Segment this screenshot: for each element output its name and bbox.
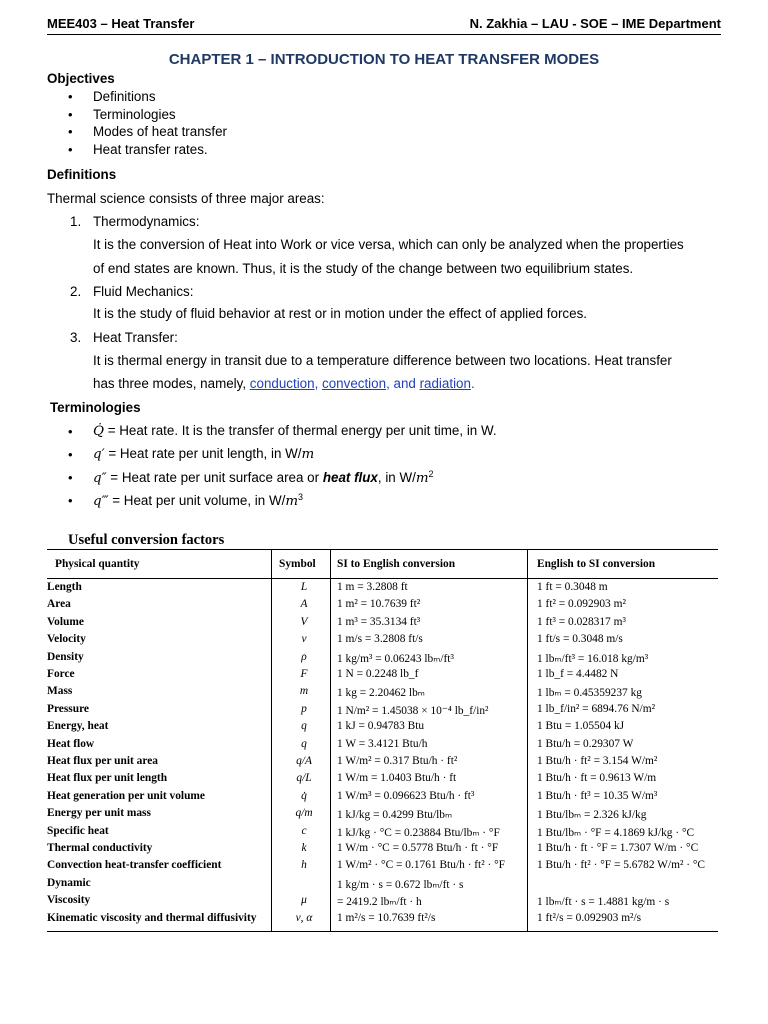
symbol-cell: q̇ [301, 789, 307, 802]
column-header: English to SI conversion [537, 558, 656, 570]
table-row [47, 807, 718, 824]
list-item: Definitions [93, 89, 156, 104]
separator: , [314, 376, 323, 391]
si-to-english-cell: 1 m³ = 35.3134 ft³ [337, 615, 421, 628]
symbol-cell: ρ [301, 650, 307, 663]
terminology-item [93, 446, 314, 462]
bullet-icon: • [68, 470, 73, 485]
bullet-icon: • [68, 493, 73, 508]
table-row [47, 825, 718, 842]
symbol-cell: q/L [296, 772, 312, 785]
symbol-cell: F [300, 668, 308, 680]
quantity-cell: Viscosity [47, 894, 91, 907]
table-row [47, 616, 718, 633]
symbol-cell: μ [301, 894, 307, 907]
conversion-title: Useful conversion factors [68, 532, 225, 548]
column-header: SI to English conversion [337, 558, 456, 570]
si-to-english-cell: 1 W/m · °C = 0.5778 Btu/h · ft · °F [337, 842, 499, 854]
english-to-si-cell: 1 lbₘ/ft³ = 16.018 kg/m³ [537, 652, 649, 665]
definitions-intro: Thermal science consists of three major areas: [47, 191, 325, 206]
convection-link[interactable]: convection [322, 376, 387, 391]
quantity-cell: Energy per unit mass [47, 807, 151, 820]
separator: , and [386, 376, 420, 391]
area-description: It is the study of fluid behavior at rest or in motion under the effect of applied forces. [93, 306, 587, 321]
quantity-cell: Convection heat-transfer coefficient [47, 859, 222, 872]
table-row [47, 598, 718, 615]
list-number: 2. [70, 284, 82, 299]
conversion-table [47, 549, 718, 932]
heat-volume-symbol: q‴ [93, 494, 109, 509]
quantity-cell: Area [47, 598, 71, 611]
heat-flux-symbol: q″ [93, 471, 107, 486]
terminology-item [93, 492, 303, 509]
definition-text: = Heat per unit volume, in W/ [108, 493, 286, 508]
list-item: Terminologies [93, 107, 176, 122]
symbol-cell: q/A [296, 755, 312, 767]
english-to-si-cell: 1 Btu/h · ft = 0.9613 W/m [537, 772, 657, 785]
si-to-english-cell: 1 W/m² = 0.317 Btu/h · ft² [337, 755, 458, 767]
quantity-cell: Specific heat [47, 824, 109, 837]
objectives-heading: Objectives [47, 71, 115, 86]
symbol-cell: k [301, 842, 307, 854]
table-row [47, 790, 718, 807]
column-header: Physical quantity [55, 558, 140, 570]
english-to-si-cell: 1 Btu/lbₘ · °F = 4.1869 kJ/kg · °C [537, 826, 695, 839]
definition-tail: , in W/ [377, 470, 416, 485]
symbol-cell: h [301, 859, 307, 872]
table-row [47, 720, 718, 737]
header-divider [47, 578, 718, 579]
si-to-english-cell: 1 m/s = 3.2808 ft/s [337, 633, 423, 646]
english-to-si-cell: 1 Btu/h = 0.29307 W [537, 737, 634, 750]
symbol-cell: q/m [295, 807, 313, 820]
quantity-cell: Heat flux per unit length [47, 772, 168, 785]
table-row [47, 668, 718, 685]
unit-power: 3 [298, 492, 304, 502]
bullet-icon: • [68, 124, 73, 139]
quantity-cell: Kinematic viscosity and thermal diffusivity [47, 911, 257, 924]
list-number: 1. [70, 214, 82, 229]
quantity-cell: Thermal conductivity [47, 842, 153, 854]
si-to-english-cell: 1 kg = 2.20462 lbₘ [337, 687, 425, 700]
english-to-si-cell: 1 Btu = 1.05504 kJ [537, 720, 625, 733]
si-to-english-cell: = 2419.2 lbₘ/ft · h [337, 896, 422, 909]
english-to-si-cell: 1 ft² = 0.092903 m² [537, 598, 626, 611]
conduction-link[interactable]: conduction [249, 376, 315, 391]
list-number: 3. [70, 330, 82, 345]
table-row [47, 842, 718, 859]
table-row [47, 859, 718, 876]
si-to-english-cell: 1 W/m² · °C = 0.1761 Btu/h · ft² · °F [337, 859, 506, 872]
symbol-cell: m [299, 685, 309, 698]
table-row [47, 772, 718, 789]
bullet-icon: • [68, 447, 73, 462]
si-to-english-cell: 1 m²/s = 10.7639 ft²/s [337, 911, 436, 924]
heat-transfer-modes-line [93, 376, 475, 391]
bullet-icon: • [68, 107, 73, 122]
terminologies-heading: Terminologies [50, 400, 141, 415]
english-to-si-cell: 1 Btu/h · ft³ = 10.35 W/m³ [537, 789, 658, 802]
quantity-cell: Length [47, 581, 82, 593]
radiation-link[interactable]: radiation [419, 376, 471, 391]
area-description: It is thermal energy in transit due to a temperature difference between two locations. Heat transfer [93, 353, 672, 368]
symbol-cell: V [300, 615, 308, 628]
area-name: Fluid Mechanics: [93, 284, 194, 299]
area-name: Heat Transfer: [93, 330, 178, 345]
table-row [47, 877, 718, 894]
chapter-title: CHAPTER 1 – INTRODUCTION TO HEAT TRANSFER MODES [168, 51, 600, 68]
english-to-si-cell: 1 Btu/h · ft · °F = 1.7307 W/m · °C [537, 842, 699, 854]
definition-text: = Heat rate per unit length, in W/ [104, 446, 302, 461]
unit-m: m [415, 471, 429, 486]
symbol-cell: L [300, 581, 308, 593]
table-row [47, 755, 718, 772]
english-to-si-cell: 1 ft³ = 0.028317 m³ [537, 615, 626, 628]
quantity-cell: Mass [47, 685, 73, 698]
quantity-cell: Force [47, 668, 75, 680]
symbol-cell: p [301, 702, 307, 715]
english-to-si-cell: 1 lb_f/in² = 6894.76 N/m² [537, 702, 655, 715]
column-header: Symbol [279, 558, 316, 570]
bullet-icon: • [68, 424, 73, 439]
symbol-cell: ν, α [295, 911, 313, 924]
table-row [47, 581, 718, 598]
table-row [47, 651, 718, 668]
heat-rate-symbol: Q̇ [93, 424, 104, 439]
si-to-english-cell: 1 kg/m³ = 0.06243 lbₘ/ft³ [337, 652, 454, 665]
table-row [47, 685, 718, 702]
quantity-cell: Volume [47, 615, 84, 628]
unit-m: m [285, 494, 299, 509]
si-to-english-cell: 1 N = 0.2248 lb_f [337, 668, 419, 680]
english-to-si-cell: 1 ft/s = 0.3048 m/s [537, 633, 623, 646]
english-to-si-cell: 1 lbₘ/ft · s = 1.4881 kg/m · s [537, 896, 670, 909]
english-to-si-cell: 1 Btu/lbₘ = 2.326 kJ/kg [537, 809, 647, 822]
bullet-icon: • [68, 89, 73, 104]
table-row [47, 633, 718, 650]
si-to-english-cell: 1 N/m² = 1.45038 × 10⁻⁴ lb_f/in² [337, 704, 489, 717]
english-to-si-cell: 1 ft = 0.3048 m [537, 581, 608, 593]
quantity-cell: Velocity [47, 633, 86, 646]
terminology-item [93, 423, 497, 439]
list-item: Heat transfer rates. [93, 142, 208, 157]
area-description: It is the conversion of Heat into Work or vice versa, which can only be analyzed when the properties [93, 237, 684, 252]
course-code: MEE403 – Heat Transfer [47, 16, 195, 31]
bullet-icon: • [68, 142, 73, 157]
area-description: of end states are known. Thus, it is the study of the change between two equilibrium states. [93, 261, 634, 276]
quantity-cell: Dynamic [47, 876, 91, 889]
quantity-cell: Heat flux per unit area [47, 755, 158, 767]
quantity-cell: Density [47, 650, 84, 663]
si-to-english-cell: 1 W = 3.4121 Btu/h [337, 737, 428, 750]
definition-text: = Heat rate per unit surface area or [106, 470, 323, 485]
unit-m: m [301, 447, 315, 462]
english-to-si-cell: 1 Btu/h · ft² = 3.154 W/m² [537, 755, 658, 767]
english-to-si-cell: 1 Btu/h · ft² · °F = 5.6782 W/m² · °C [537, 859, 706, 872]
table-row [47, 912, 718, 929]
modes-prefix: has three modes, namely, [93, 376, 250, 391]
symbol-cell: v [301, 633, 307, 646]
definitions-heading: Definitions [47, 167, 117, 182]
si-to-english-cell: 1 kJ = 0.94783 Btu [337, 720, 425, 733]
si-to-english-cell: 1 W/m = 1.0403 Btu/h · ft [337, 772, 457, 785]
si-to-english-cell: 1 W/m³ = 0.096623 Btu/h · ft³ [337, 789, 475, 802]
list-item: Modes of heat transfer [93, 124, 227, 139]
si-to-english-cell: 1 m = 3.2808 ft [337, 581, 408, 593]
terminology-item [93, 469, 434, 486]
unit-power: 2 [428, 469, 434, 479]
heat-flux-term: heat flux [322, 470, 378, 485]
table-row [47, 894, 718, 911]
quantity-cell: Pressure [47, 702, 89, 715]
table-row [47, 703, 718, 720]
table-row [47, 738, 718, 755]
quantity-cell: Heat generation per unit volume [47, 789, 205, 802]
si-to-english-cell: 1 kg/m · s = 0.672 lbₘ/ft · s [337, 878, 464, 891]
heat-rate-length-symbol: q′ [93, 447, 105, 462]
quantity-cell: Heat flow [47, 737, 95, 750]
symbol-cell: q [301, 737, 307, 750]
english-to-si-cell: 1 ft²/s = 0.092903 m²/s [537, 911, 642, 924]
symbol-cell: A [300, 598, 308, 611]
english-to-si-cell: 1 lb_f = 4.4482 N [537, 668, 619, 680]
si-to-english-cell: 1 kJ/kg = 0.4299 Btu/lbₘ [337, 809, 453, 822]
si-to-english-cell: 1 kJ/kg · °C = 0.23884 Btu/lbₘ · °F [337, 826, 500, 839]
area-name: Thermodynamics: [93, 214, 200, 229]
separator: . [470, 376, 475, 391]
symbol-cell: c [301, 824, 307, 837]
english-to-si-cell: 1 lbₘ = 0.45359237 kg [537, 687, 642, 700]
symbol-cell: q [301, 720, 307, 733]
quantity-cell: Energy, heat [47, 720, 109, 733]
definition-text: = Heat rate. It is the transfer of thermal energy per unit time, in W. [103, 423, 497, 438]
si-to-english-cell: 1 m² = 10.7639 ft² [337, 598, 421, 611]
page-header [47, 16, 721, 35]
author-department: N. Zakhia – LAU - SOE – IME Department [469, 16, 721, 31]
